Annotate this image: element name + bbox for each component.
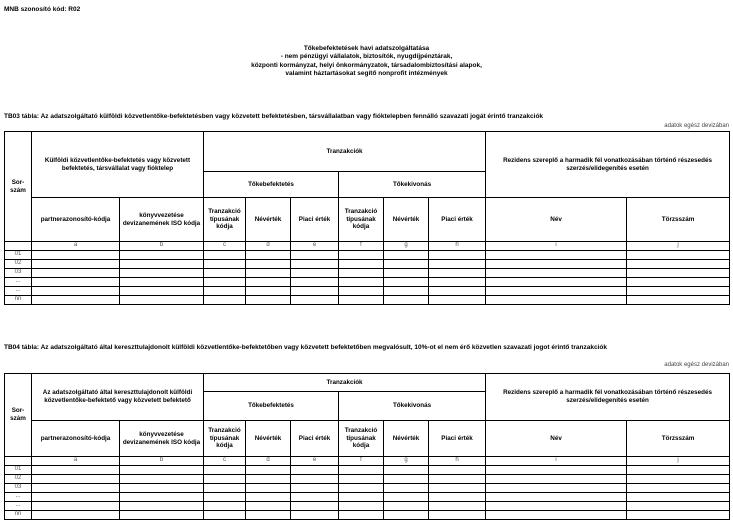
row-label: 03 <box>5 483 32 492</box>
resident-header: Rezidens szereplő a harmadik fél vonatkozásában történő részesedés szerzés/elidegenítés esetén <box>486 374 730 421</box>
row-label: 02 <box>5 259 32 268</box>
column-letter: e <box>291 457 339 466</box>
table-row <box>5 286 730 295</box>
nominal-header: Névérték <box>384 421 429 457</box>
column-letter: g <box>384 242 429 251</box>
row-label: 01 <box>5 465 32 474</box>
table-row <box>5 295 730 304</box>
market-header: Piaci érték <box>429 198 486 242</box>
nominal-header: Névérték <box>384 198 429 242</box>
table-row <box>5 250 730 259</box>
nominal-header: Névérték <box>246 198 291 242</box>
row-label: ... <box>5 286 32 295</box>
report-heading <box>0 45 733 79</box>
column-letter: c <box>204 457 246 466</box>
table-row <box>5 492 730 501</box>
divestment-header: Tőkekivonás <box>339 392 486 421</box>
column-letter: b <box>120 242 204 251</box>
tb03-unit-note: adatok egész devizában <box>664 123 729 129</box>
row-label: nn <box>5 510 32 519</box>
tb04-unit-note: adatok egész devizában <box>664 362 729 368</box>
column-letter: h <box>429 242 486 251</box>
market-header: Piaci érték <box>291 421 339 457</box>
tb04-caption: TB04 tábla: Az adatszolgáltató által kereszttulajdonolt külföldi közvetlentőke-befektetőben vagy közvetett befektetőben megvalósult, 10%-ot el nem érő közvetlen szavazati jogot érintő tranzakciók <box>4 344 607 351</box>
row-label: 02 <box>5 474 32 483</box>
column-letter-row <box>5 242 730 251</box>
column-letter: f <box>339 242 384 251</box>
table-row <box>5 483 730 492</box>
column-letter: i <box>486 242 627 251</box>
name-header: Név <box>486 421 627 457</box>
tb03-caption: TB03 tábla: Az adatszolgáltató külföldi közvetlentőke-befektetésben vagy közvetett befektetésben, társvállalatban vagy fióktelepben fennálló szavazati jogát érintő tranzakciók <box>4 113 544 120</box>
table-row <box>5 501 730 510</box>
column-letter: i <box>486 457 627 466</box>
column-letter: h <box>429 457 486 466</box>
column-letter: e <box>291 242 339 251</box>
heading-line: Tőkebefektetések havi adatszolgáltatása <box>303 45 430 52</box>
investment-header: Tőkebefektetés <box>204 392 339 421</box>
heading-line: - nem pénzügyi vállalatok, biztosítók, nyugdíjpénztárak, <box>280 53 453 61</box>
reg-no-header: Törzsszám <box>627 421 730 457</box>
row-label: ... <box>5 277 32 286</box>
column-letter: b <box>120 457 204 466</box>
column-letter: j <box>627 457 730 466</box>
tx-type-header: Tranzakció típusának kódja <box>339 421 384 457</box>
table-row <box>5 277 730 286</box>
currency-header: könyvvezetése devizanemének ISO kódja <box>120 198 204 242</box>
row-label: 03 <box>5 268 32 277</box>
tx-type-header: Tranzakció típusának kódja <box>339 198 384 242</box>
transactions-header: Tranzakciók <box>204 374 486 392</box>
column-letter: j <box>627 242 730 251</box>
tx-type-header: Tranzakció típusának kódja <box>204 421 246 457</box>
divestment-header: Tőkekivonás <box>339 172 486 198</box>
market-header: Piaci érték <box>291 198 339 242</box>
table-row <box>5 474 730 483</box>
partner-id-header: partnerazonosító-kódja <box>32 198 120 242</box>
column-letter: f <box>339 457 384 466</box>
tx-type-header: Tranzakció típusának kódja <box>204 198 246 242</box>
entity-group-header: Az adatszolgáltató által kereszttulajdonolt külföldi közvetlentőke-befektető vagy közvetett befektető <box>32 374 204 421</box>
tb03-table <box>4 131 730 305</box>
investment-header: Tőkebefektetés <box>204 172 339 198</box>
partner-id-header: partnerazonosító-kódja <box>32 421 120 457</box>
sorszam-header: Sor-szám <box>5 132 32 242</box>
mnb-code: MNB szonosító kód: R02 <box>4 6 81 13</box>
sorszam-header: Sor-szám <box>5 374 32 457</box>
column-letter-row <box>5 457 730 466</box>
column-letter: d <box>246 457 291 466</box>
row-label: nn <box>5 295 32 304</box>
reg-no-header: Törzsszám <box>627 198 730 242</box>
row-label: ... <box>5 492 32 501</box>
table-row <box>5 268 730 277</box>
heading-line: központi kormányzat, helyi önkormányzatok, társadalombiztosítási alapok, <box>251 61 482 69</box>
table-row <box>5 510 730 519</box>
column-letter: a <box>32 242 120 251</box>
heading-line: valamint háztartásokat segítő nonprofit intézmények <box>285 70 448 78</box>
row-label: ... <box>5 501 32 510</box>
row-label: 01 <box>5 250 32 259</box>
nominal-header: Névérték <box>246 421 291 457</box>
entity-group-header: Külföldi közvetlentőke-befektetés vagy közvetett befektetés, társvállalat vagy fióktelep <box>32 132 204 198</box>
column-letter: d <box>246 242 291 251</box>
currency-header: könyvvezetése devizanemének ISO kódja <box>120 421 204 457</box>
table-row <box>5 259 730 268</box>
tb04-table <box>4 373 730 520</box>
resident-header: Rezidens szereplő a harmadik fél vonatkozásában történő részesedés szerzés/elidegenítés esetén <box>486 132 730 198</box>
column-letter: g <box>384 457 429 466</box>
column-letter: c <box>204 242 246 251</box>
column-letter: a <box>32 457 120 466</box>
transactions-header: Tranzakciók <box>204 132 486 172</box>
market-header: Piaci érték <box>429 421 486 457</box>
name-header: Név <box>486 198 627 242</box>
table-row <box>5 465 730 474</box>
